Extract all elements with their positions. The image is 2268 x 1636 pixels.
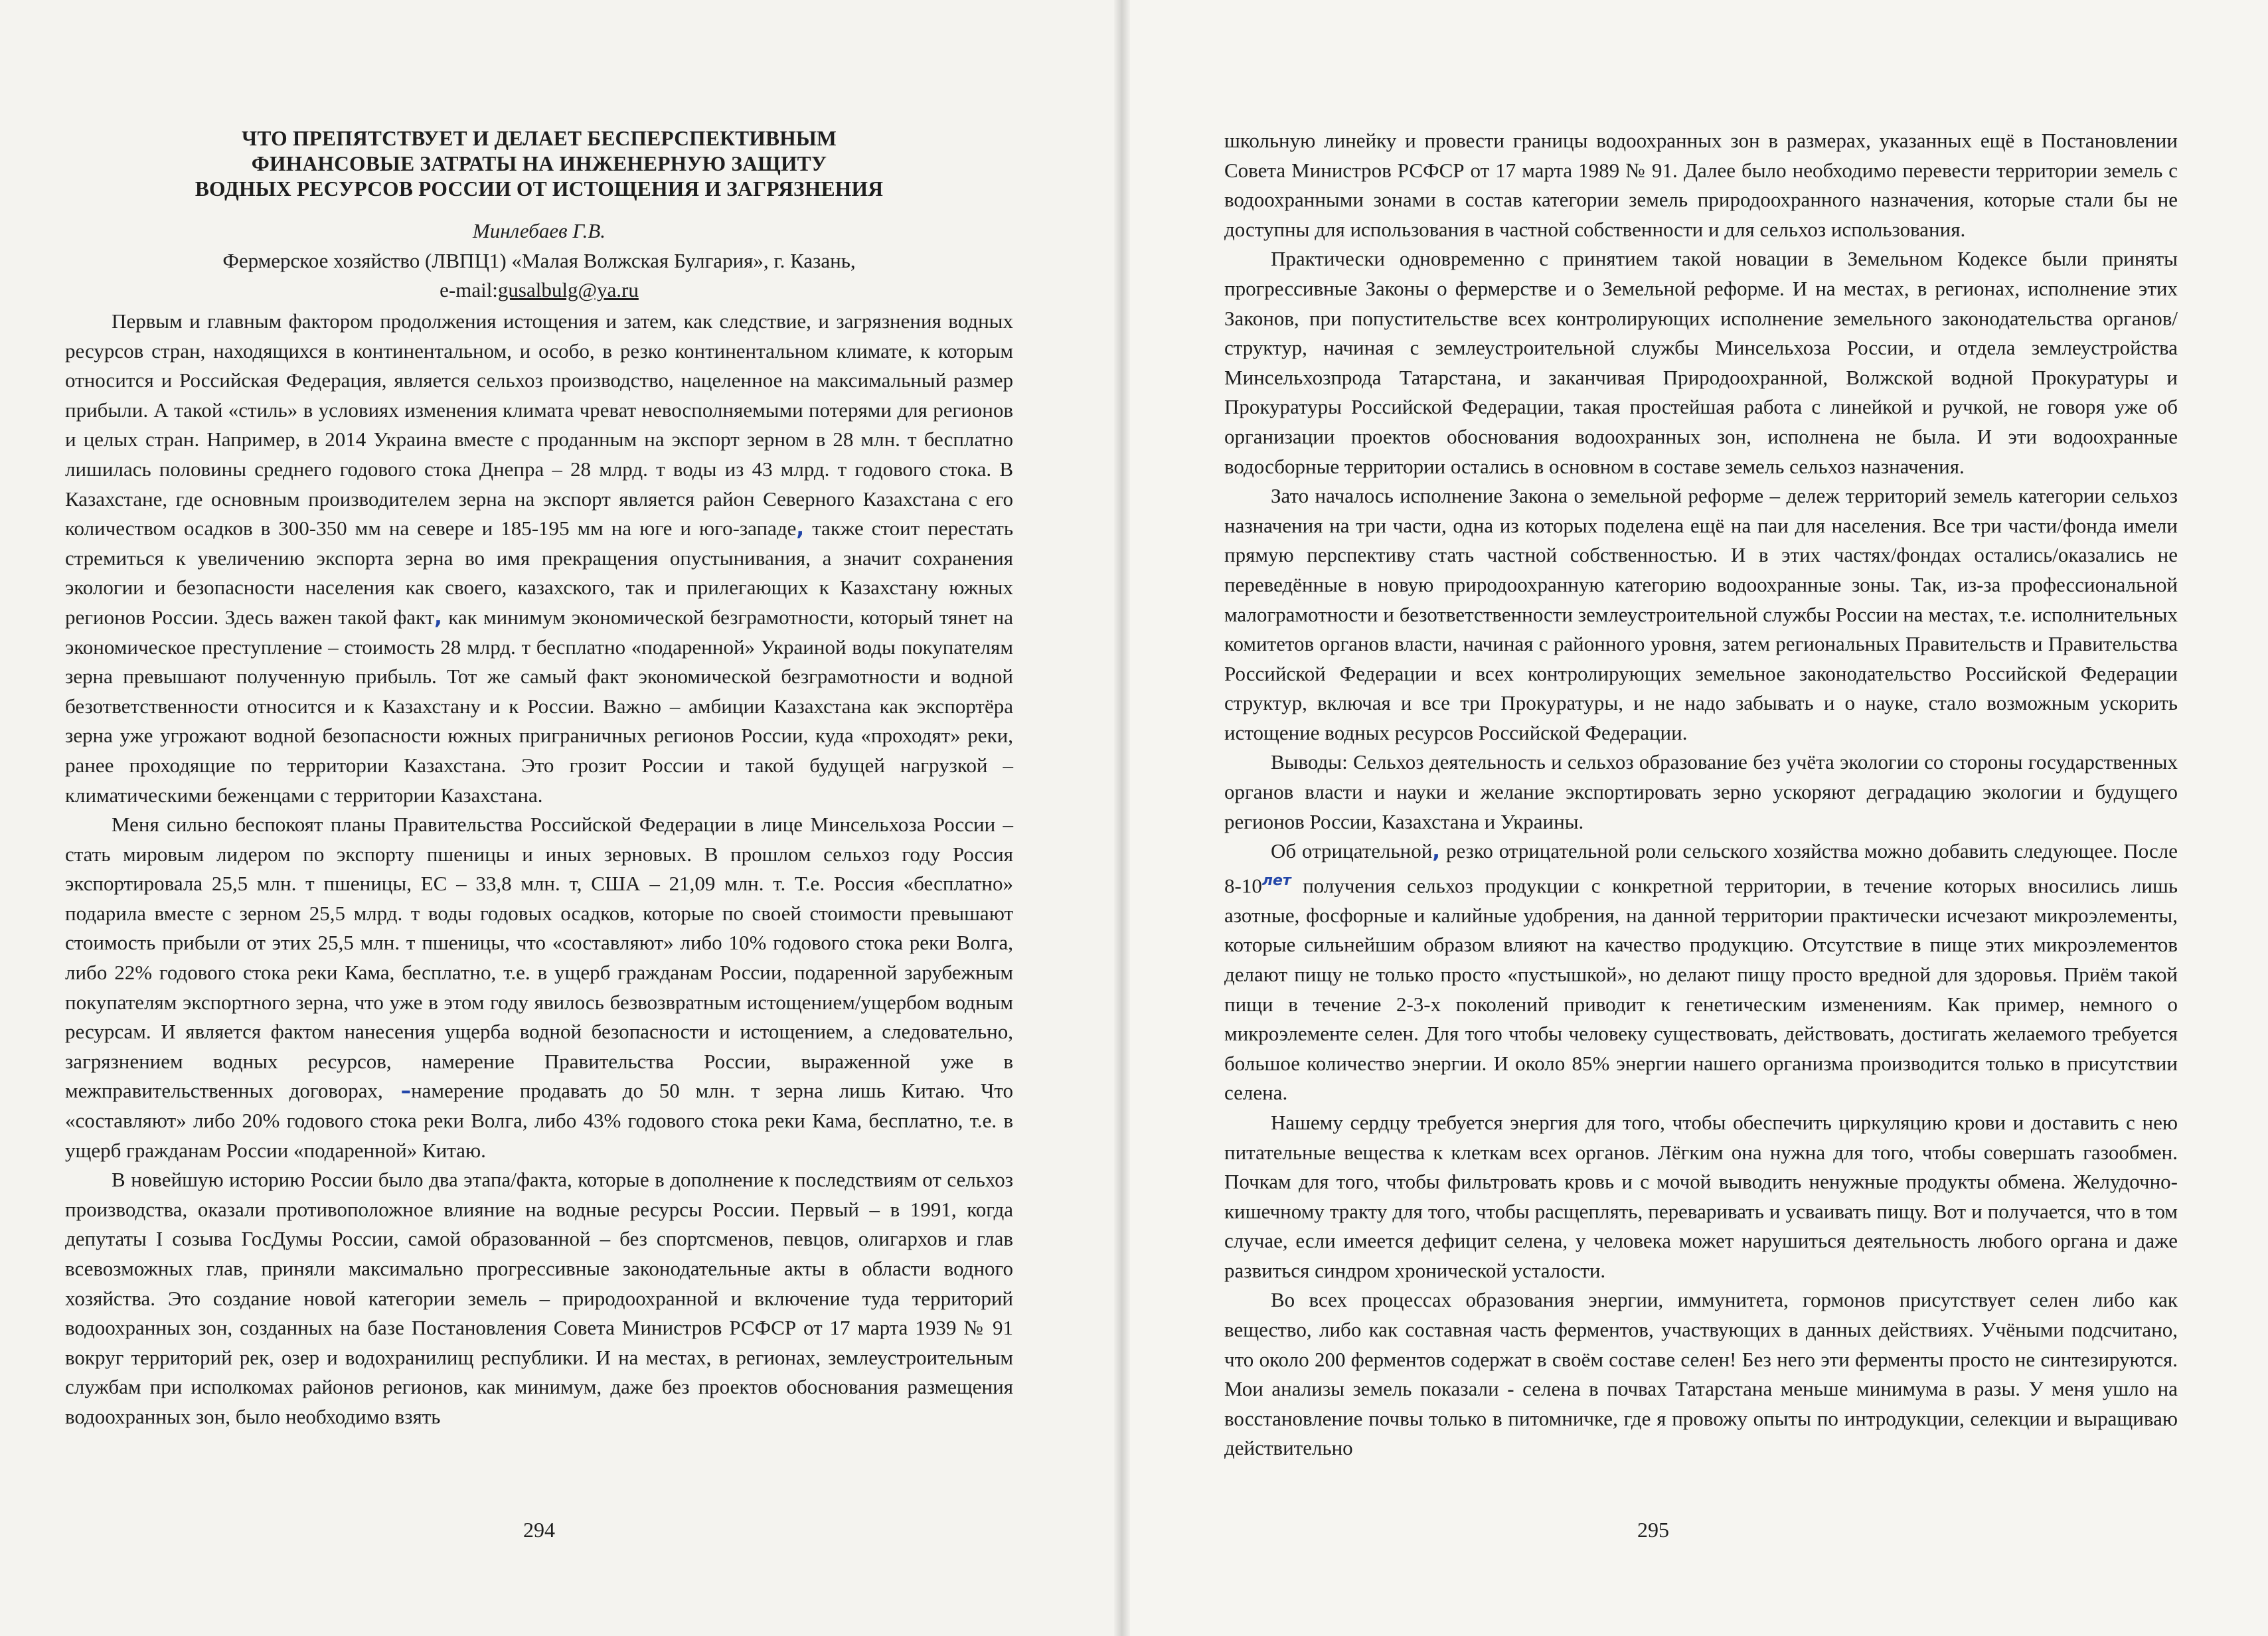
paragraph: Практически одновременно с принятием такой новации в Земельном Кодексе были приняты прогрессивные Законы о фермерстве и о Земельной реформе. И на местах, в регионах, исполнение этих Законов, при попустительстве всех контролирующих исполнение земельного законодательства органов/структур, начиная с землеустроительной службы Минсельхоза России, и отдела землеустройства Минсельхозпрода Татарстана, и заканчивая Природоохранной, Волжской водной Прокуратуры и Прокуратуры Российской Федерации, такая простейшая работа с линейкой и ручкой, не говоря уже об организации проектов обоснования водоохранных зон, исполнена не была. И эти водоохранные водосборные территории остались в основном в составе земель сельхоз назначения. bbox=[1224, 247, 2178, 478]
right-page bbox=[1122, 0, 2268, 1636]
paragraph-text: также стоит перестать стремиться к увеличению экспорта зерна во имя прекращения опустынивания, а значит сохранения экологии и безопасности населения как своего, казахского, так и прилегающих к Казахстану южных регионов России. Здесь важен такой факт bbox=[65, 517, 1013, 629]
title-line-2: ФИНАНСОВЫЕ ЗАТРАТЫ НА ИНЖЕНЕРНУЮ ЗАЩИТУ bbox=[251, 152, 827, 175]
page-number-left: 294 bbox=[523, 1518, 555, 1542]
book-gutter-shadow bbox=[1114, 0, 1130, 1636]
page-number-right: 295 bbox=[1637, 1518, 1669, 1542]
paragraph: Выводы: Сельхоз деятельность и сельхоз образование без учёта экологии со стороны государственных органов власти и науки и желание экспортировать зерно ускоряют деградацию экологии и будущего регионов России, Казахстана и Украины. bbox=[1224, 750, 2178, 833]
paragraph: Нашему сердцу требуется энергия для того, чтобы обеспечить циркуляцию крови и доставить с нею питательные вещества к клеткам всех органов. Лёгким она нужна для того, чтобы совершать газообмен. Почкам для того, чтобы фильтровать кровь и с мочой выводить ненужные продукты обмена. Желудочно-кишечному тракту для того, чтобы расщеплять, переваривать и усваивать пищу. Вот и получается, что в том случае, если имеется дефицит селена, у человека может нарушиться деятельность любого органа и даже развиться синдром хронической усталости. bbox=[1224, 1110, 2178, 1282]
paragraph-text: Об отрицательной bbox=[1271, 839, 1433, 863]
paragraph bbox=[65, 810, 1013, 1165]
pen-dash-mark: – bbox=[382, 1079, 412, 1104]
pen-comma-mark: , bbox=[1432, 839, 1441, 864]
paragraph: В новейшую историю России было два этапа/факта, которые в дополнение к последствиям от сельхоз производства, оказали противоположное влияние на водные ресурсы России. Первый – в 1991, когда депутаты I созыва ГосДумы России, самой образованной – без спортсменов, певцов, олигархов и глав всевозможных глав, приняли максимально прогрессивные законодательные акты в области водного хозяйства. Это создание новой категории земель – природоохранной и включение туда территорий водоохранных зон, созданных на базе Постановления Совета Министров РСФСР от 17 марта 1939 № 91 вокруг территорий рек, озер и водохранилищ республики. И на местах, в регионах, землеустроительным службам при исполкомах районов регионов, как минимум, даже без проектов обоснования размещения водоохранных зон, было необходимо взять bbox=[65, 1168, 1013, 1428]
paragraph: Зато началось исполнение Закона о земельной реформе – дележ территорий земель категории сельхоз назначения на три части, одна из которых поделена ещё на паи для населения. Все три части/фонда имели прямую перспективу стать частной собственностью. И в этих частях/фондах остались/оказались не переведённые в новую природоохранную категорию водоохранные зоны. Так, из-за профессиональной малограмотности и безответственности землеустроительной службы России на местах, т.е. исполнительных комитетов органов власти, начиная с районного уровня, затем региональных Правительств и Правительства Российской Федерации и всех контролирующих земельное законодательство Российской Федерации структур, включая и все три Прокуратуры, и не надо забывать и о науке, стало возможным ускорить истощение водных ресурсов Российской Федерации. bbox=[1224, 484, 2178, 744]
paragraph-text: как минимум экономической безграмотности, который тянет на экономическое преступление – стоимость 28 млрд. т бесплатно «подаренной» Украиной воды покупателям зерна превышают полученную прибыль. Тот же самый факт экономической безграмотности и водной безответственности относится и к Казахстану и к России. Важно – амбиции Казахстана как экспортёра зерна уже угрожают водной безопасности южных приграничных регионов России, куда «проходят» реки, ранее проходящие по территории Казахстана. Это грозит России и такой будущей нагрузкой – климатическими беженцами с территории Казахстана. bbox=[65, 605, 1013, 807]
paragraph: школьную линейку и провести границы водоохранных зон в размерах, указанных ещё в Постановлении Совета Министров РСФСР от 17 марта 1989 № 91. Далее было необходимо перевести территории земель с водоохранными зонами в состав категории земель природоохранного назначения, которые стали бы не доступны для использования в частной собственности и для сельхоз использования. bbox=[1224, 129, 2178, 241]
author-email-line bbox=[65, 276, 1013, 305]
paragraph-text: резко отрицательной роли сельского хозяйства можно добавить следующее. После 8-10 bbox=[1224, 839, 2178, 898]
paragraph-text: Первым и главным фактором продолжения истощения и затем, как следствие, и загрязнения водных ресурсов стран, находящихся в континентальном, и особо, в резко континентальном климате, к которым относится и Российская Федерация, является сельхоз производство, нацеленное на максимальный размер прибыли. А такой «стиль» в условиях изменения климата чреват невосполняемыми потерями для регионов и целых стран. Например, в 2014 Украина вместе с проданным на экспорт зерном в 28 млн. т бесплатно лишилась половины среднего годового стока Днепра – 28 млрд. т воды из 43 млрд. т годового стока. В Казахстане, где основным производителем зерна на экспорт является район Северного Казахстана с его количеством осадков в 300-350 мм на севере и 185-195 мм на юге и юго-западе bbox=[65, 309, 1013, 540]
right-body-text bbox=[1224, 126, 2178, 1463]
pen-comma-mark: , bbox=[796, 517, 805, 541]
author-name: Минлебаев Г.В. bbox=[472, 219, 606, 242]
paragraph-text: намерение продавать до 50 млн. т зерна лишь Китаю. Что «составляют» либо 20% годового стока реки Волга, либо 43% годового стока реки Кама, бесплатно, т.е. в ущерб гражданам России «подаренной» Китаю. bbox=[65, 1079, 1013, 1162]
title-line-3: ВОДНЫХ РЕСУРСОВ РОССИИ ОТ ИСТОЩЕНИЯ И ЗАГРЯЗНЕНИЯ bbox=[195, 177, 884, 201]
paragraph-text: получения сельхоз продукции с конкретной территории, в течение которых вносились лишь азотные, фосфорные и калийные удобрения, на данной территории практически исчезают микроэлементы, которые сильнейшим образом влияют на качество продукцию. Отсутствие в пище этих микроэлементов делают пищу не только просто «пустышкой», но делают пищу просто вредной для здоровья. Приём такой пищи в течение 2-3-х поколений приводит к генетическим изменениям. Как пример, немного о микроэлементе селен. Для того чтобы человеку существовать, действовать, достигать желаемого требуется большое количество энергии. И около 85% энергии нашего организма производится только в присутствии селена. bbox=[1224, 874, 2178, 1105]
pen-insert-word: лет bbox=[1261, 872, 1291, 889]
paragraph bbox=[65, 307, 1013, 810]
paragraph: Во всех процессах образования энергии, иммунитета, гормонов присутствует селен либо как вещество, либо как составная часть ферментов, участвующих в данных действиях. Учёными подсчитано, что около 200 ферментов содержат в своём составе селен! Без него эти ферменты просто не синтезируются. Мои анализы земель показали - селена в почвах Татарстана меньше минимума в разы. У меня ушло на восстановление почвы только в питомничке, где я провожу опыты по интродукции, селекции и выращиваю действительно bbox=[1224, 1288, 2178, 1460]
author-block bbox=[65, 216, 1013, 305]
paragraph bbox=[1224, 837, 2178, 1108]
pen-comma-mark: , bbox=[434, 605, 442, 629]
left-page bbox=[0, 0, 1122, 1636]
email-prefix: e-mail: bbox=[440, 278, 498, 302]
email-link[interactable]: gusalbulg@ya.ru bbox=[497, 278, 639, 302]
paragraph-text: Меня сильно беспокоят планы Правительства Российской Федерации в лице Минсельхоза России – стать мировым лидером по экспорту пшеницы и иных зерновых. В прошлом сельхоз году Россия экспортировала 25,5 млн. т пшеницы, ЕС – 33,8 млн. т, США – 21,09 млн. т. Т.е. Россия «бесплатно» подарила вместе с зерном 25,5 млрд. т воды годовых осадков, которые по своей стоимости превышают стоимость прибыли от этих 25,5 млн. т пшеницы, что «составляют» либо 10% годового стока реки Волга, либо 22% годового стока реки Кама, бесплатно, т.е. в ущерб гражданам России, подаренной зарубежным покупателям экспортного зерна, что уже в этом году явилось безвозвратным истощением/ущербом водным ресурсам. И является фактом нанесения ущерба водной безопасности и истощением, а следовательно, загрязнением водных ресурсов, намерение Правительства России, выраженной уже в межправительственных договорах, bbox=[65, 813, 1013, 1103]
author-affiliation: Фермерское хозяйство (ЛВПЦ1) «Малая Волжская Булгария», г. Казань, bbox=[222, 248, 856, 272]
article-title bbox=[65, 126, 1013, 202]
title-line-1: ЧТО ПРЕПЯТСТВУЕТ И ДЕЛАЕТ БЕСПЕРСПЕКТИВНЫМ bbox=[242, 127, 837, 150]
left-body-text bbox=[65, 307, 1013, 1432]
